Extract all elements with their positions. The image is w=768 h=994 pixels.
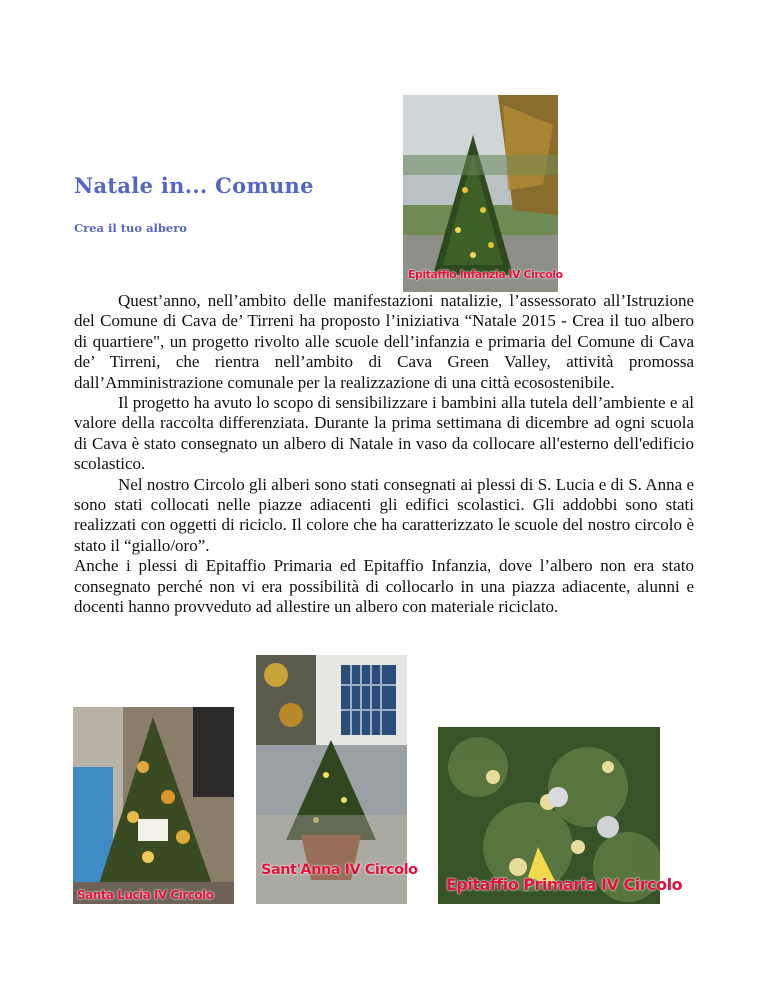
article-body	[74, 291, 694, 618]
caption-epitaffio-infanzia: Epitaffio Infanzia IV Circolo	[408, 268, 563, 281]
paragraph-2: Il progetto ha avuto lo scopo di sensibilizzare i bambini alla tutela dell’ambiente e al valore della raccolta differenziata. Durante la prima settimana di dicembre ad ogni scuola di Cava è stato consegnato un albero di Natale in vaso da collocare all'esterno dell'edificio scolastico.	[74, 393, 694, 474]
photo-epitaffio-infanzia	[403, 95, 558, 292]
paragraph-4: Anche i plessi di Epitaffio Primaria ed Epitaffio Infanzia, dove l’albero non era stato consegnato perché non vi era possibilità di collocarlo in una piazza adiacente, alunni e docenti hanno provveduto ad allestire un albero con materiale riciclato.	[74, 556, 694, 617]
caption-santanna: Sant'Anna IV Circolo	[261, 862, 418, 878]
caption-epitaffio-primaria: Epitaffio Primaria IV Circolo	[446, 875, 683, 894]
paragraph-1: Quest’anno, nell’ambito delle manifestazioni natalizie, l’assessorato all’Istruzione del Comune di Cava de’ Tirreni ha proposto l’iniziativa “Natale 2015 - Crea il tuo albero di quartiere", un progetto rivolto alle scuole dell’infanzia e primaria del Comune di Cava de’ Tirreni, che rientra nell’ambito di Cava Green Valley, attività promossa dall’Amministrazione comunale per la realizzazione di una città ecosostenibile.	[74, 291, 694, 392]
page-title: Natale in... Comune	[74, 173, 314, 198]
caption-santa-lucia: Santa Lucia IV Circolo	[77, 888, 214, 902]
page-subtitle: Crea il tuo albero	[74, 221, 187, 235]
photo-santa-lucia	[73, 707, 234, 904]
paragraph-3: Nel nostro Circolo gli alberi sono stati consegnati ai plessi di S. Lucia e di S. Anna e sono stati collocati nelle piazze adiacenti gli edifici scolastici. Gli addobbi sono stati realizzati con oggetti di riciclo. Il colore che ha caratterizzato le scuole del nostro circolo è stato il “giallo/oro”.	[74, 474, 694, 555]
